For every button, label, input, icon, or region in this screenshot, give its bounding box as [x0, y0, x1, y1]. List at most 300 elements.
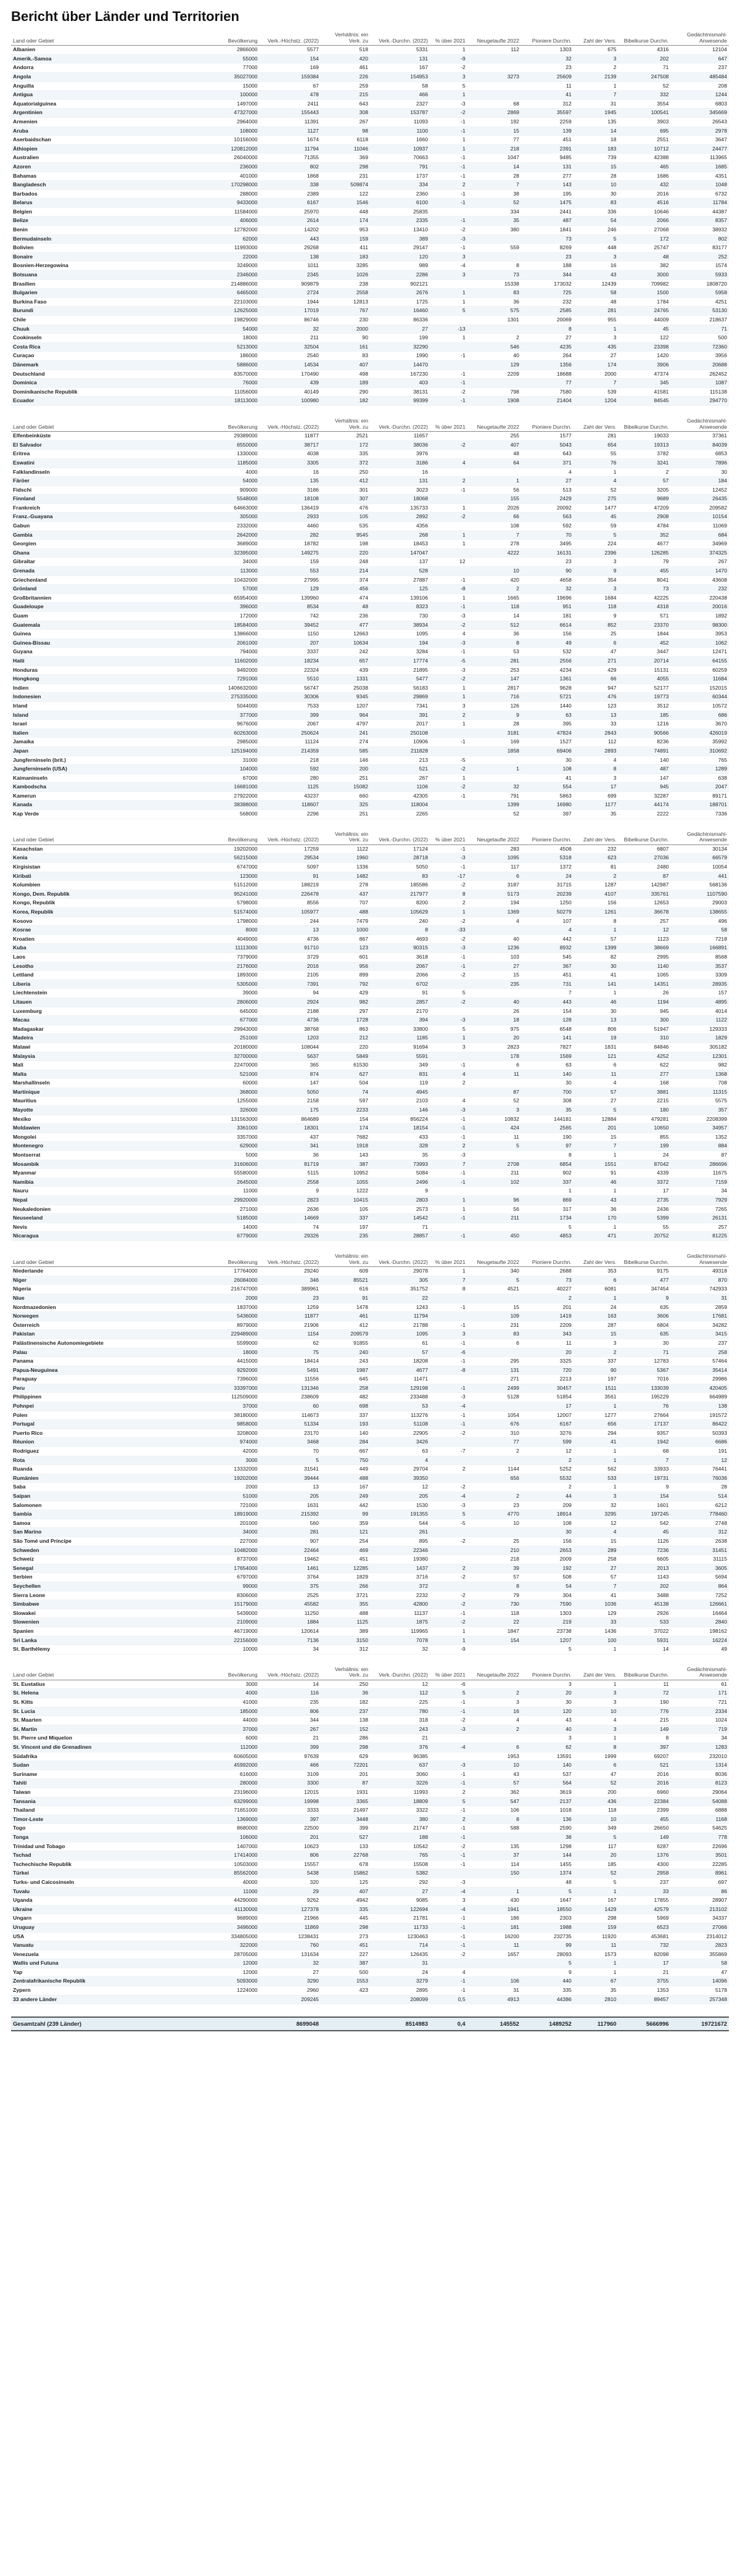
pioneers-cell: 136	[521, 1815, 574, 1824]
memorial-attendance-cell: 2334	[670, 1707, 729, 1716]
column-header-bible-studies: Bibelkurse Durchn.	[619, 832, 671, 845]
population-cell: 38180000	[191, 1411, 260, 1420]
baptized-cell: 27	[467, 962, 521, 971]
memorial-attendance-cell: 7336	[670, 810, 729, 819]
publisher-average-cell: 51108	[370, 1420, 430, 1429]
publisher-average-cell: 2676	[370, 289, 430, 298]
population-cell: 229489000	[191, 1330, 260, 1339]
ratio-cell: 527	[321, 1833, 370, 1842]
country-name-cell: Kenia	[11, 854, 191, 863]
bible-studies-cell: 2016	[619, 1770, 671, 1779]
publisher-average-cell: 191355	[370, 1510, 430, 1519]
publisher-peak-cell: 136419	[260, 503, 321, 513]
percent-increase-cell: -2	[430, 917, 467, 926]
ratio-cell: 660	[321, 791, 370, 801]
population-cell: 2109000	[191, 1618, 260, 1627]
publisher-average-cell: 5050	[370, 863, 430, 872]
table-row	[11, 1384, 729, 1393]
pioneers-cell: 5043	[521, 440, 574, 450]
baptized-cell	[467, 91, 521, 100]
population-cell: 677000	[191, 1016, 260, 1025]
publisher-peak-cell: 3305	[260, 458, 321, 468]
table-row	[11, 1160, 729, 1169]
percent-increase-cell	[430, 1187, 467, 1196]
ratio-cell: 956	[321, 962, 370, 971]
pioneers-cell: 50279	[521, 908, 574, 917]
baptized-cell: 5173	[467, 890, 521, 899]
table-row	[11, 1770, 729, 1779]
publisher-peak-cell: 338	[260, 181, 321, 190]
population-cell: 275335000	[191, 693, 260, 702]
ratio-cell: 437	[321, 890, 370, 899]
publisher-peak-cell: 29534	[260, 854, 321, 863]
population-cell: 909000	[191, 485, 260, 495]
ratio-cell: 241	[321, 729, 370, 738]
table-row	[11, 440, 729, 450]
total-memorial-attendance-cell: 19721672	[670, 2017, 729, 2031]
baptized-cell: 57	[467, 1573, 521, 1582]
pioneers-cell: 21404	[521, 397, 574, 406]
publisher-peak-cell: 244	[260, 917, 321, 926]
publisher-average-cell: 125	[370, 585, 430, 594]
population-cell: 33397000	[191, 1384, 260, 1393]
publisher-peak-cell: 806	[260, 1851, 321, 1860]
percent-increase-cell: 8	[430, 1285, 467, 1294]
congregations-cell: 45	[574, 513, 619, 522]
publisher-average-cell: 17774	[370, 656, 430, 666]
congregations-cell: 1	[574, 81, 619, 91]
memorial-attendance-cell: 58	[670, 926, 729, 935]
publisher-peak-cell: 100980	[260, 397, 321, 406]
percent-increase-cell: -1	[430, 1178, 467, 1187]
baptized-cell: 798	[467, 387, 521, 397]
table-row	[11, 1357, 729, 1366]
bible-studies-cell: 277	[619, 1070, 671, 1079]
population-cell: 27922000	[191, 791, 260, 801]
population-cell: 108000	[191, 126, 260, 136]
bible-studies-cell: 15131	[619, 666, 671, 675]
congregations-cell: 2893	[574, 746, 619, 756]
country-name-cell: Seychellen	[11, 1582, 191, 1591]
congregations-cell: 1	[574, 1734, 619, 1743]
table-row	[11, 1941, 729, 1951]
pioneers-cell: 30	[521, 756, 574, 765]
memorial-attendance-cell: 568136	[670, 881, 729, 890]
publisher-average-cell: 11657	[370, 432, 430, 441]
publisher-average-cell: 372	[370, 1582, 430, 1591]
table-row	[11, 91, 729, 100]
memorial-attendance-cell: 198162	[670, 1627, 729, 1636]
population-cell: 13866000	[191, 630, 260, 639]
memorial-attendance-cell: 34	[670, 1187, 729, 1196]
pioneers-cell: 70	[521, 530, 574, 540]
bible-studies-cell: 17	[619, 1959, 671, 1968]
baptized-cell: 96	[467, 1196, 521, 1205]
congregations-cell: 47	[574, 1770, 619, 1779]
pioneers-cell: 2	[521, 1456, 574, 1465]
country-name-cell: Venezuela	[11, 1950, 191, 1959]
publisher-peak-cell: 806	[260, 1707, 321, 1716]
table-row	[11, 1366, 729, 1375]
publisher-average-cell: 10937	[370, 144, 430, 154]
pioneers-cell: 308	[521, 1097, 574, 1106]
memorial-attendance-cell: 1122	[670, 1016, 729, 1025]
percent-increase-cell: 2	[430, 181, 467, 190]
memorial-attendance-cell: 686	[670, 711, 729, 720]
pioneers-cell: 12	[521, 1447, 574, 1456]
congregations-cell: 3	[574, 1689, 619, 1698]
table-row	[11, 1169, 729, 1178]
country-name-cell: Argentinien	[11, 109, 191, 118]
memorial-attendance-cell: 53130	[670, 307, 729, 316]
memorial-attendance-cell: 138655	[670, 908, 729, 917]
table-row	[11, 1070, 729, 1079]
baptized-cell: 36	[467, 297, 521, 307]
bible-studies-cell: 300	[619, 1016, 671, 1025]
congregations-cell: 1399	[574, 944, 619, 953]
memorial-attendance-cell: 2638	[670, 1537, 729, 1546]
congregations-cell: 33	[574, 720, 619, 729]
ratio-cell: 174	[321, 1124, 370, 1133]
memorial-attendance-cell: 1314	[670, 1761, 729, 1770]
memorial-attendance-cell: 294770	[670, 397, 729, 406]
publisher-peak-cell: 250624	[260, 729, 321, 738]
population-cell: 18919000	[191, 1510, 260, 1519]
population-cell: 51000	[191, 1492, 260, 1501]
percent-increase-cell	[430, 1582, 467, 1591]
bible-studies-cell: 1376	[619, 1851, 671, 1860]
congregations-cell: 289	[574, 1546, 619, 1555]
percent-increase-cell: 1	[430, 693, 467, 702]
report-table	[11, 418, 729, 819]
country-name-cell: Montserrat	[11, 1151, 191, 1160]
memorial-attendance-cell: 1087	[670, 379, 729, 388]
population-cell: 10000	[191, 1645, 260, 1654]
baptized-cell: 118	[467, 1609, 521, 1618]
bible-studies-cell: 453681	[619, 1932, 671, 1941]
ratio-cell: 2000	[321, 324, 370, 334]
ratio-cell: 461	[321, 64, 370, 73]
column-header-country-name: Land oder Gebiet	[11, 1667, 191, 1680]
pioneers-cell: 1419	[521, 1312, 574, 1321]
congregations-cell: 1573	[574, 1950, 619, 1959]
percent-increase-cell: 3	[430, 271, 467, 280]
baptized-cell	[467, 379, 521, 388]
bible-studies-cell: 19731	[619, 1474, 671, 1483]
publisher-peak-cell: 2411	[260, 99, 321, 109]
publisher-average-cell: 989	[370, 262, 430, 271]
ratio-cell: 488	[321, 1474, 370, 1483]
ratio-cell: 197	[321, 1223, 370, 1232]
country-name-cell: St. Barthélemy	[11, 1645, 191, 1654]
memorial-attendance-cell: 5694	[670, 1573, 729, 1582]
baptized-cell: 210	[467, 1546, 521, 1555]
baptized-cell	[467, 1968, 521, 1977]
baptized-cell: 109	[467, 1312, 521, 1321]
population-cell: 11113000	[191, 944, 260, 953]
publisher-average-cell: 11471	[370, 1375, 430, 1384]
publisher-peak-cell: 2389	[260, 189, 321, 199]
ratio-cell: 451	[321, 1941, 370, 1951]
population-cell: 60263000	[191, 729, 260, 738]
publisher-peak-cell: 592	[260, 765, 321, 774]
ratio-cell: 230	[321, 316, 370, 325]
population-cell: 22000	[191, 252, 260, 262]
baptized-cell	[467, 926, 521, 935]
memorial-attendance-cell: 218637	[670, 316, 729, 325]
table-row	[11, 513, 729, 522]
publisher-average-cell: 29147	[370, 244, 430, 253]
percent-increase-cell: -2	[430, 1950, 467, 1959]
header-row	[11, 32, 729, 46]
congregations-cell: 1	[574, 1456, 619, 1465]
percent-increase-cell: -6	[430, 1348, 467, 1357]
country-name-cell: Chile	[11, 316, 191, 325]
pioneers-cell: 317	[521, 1205, 574, 1214]
memorial-attendance-cell: 1808720	[670, 279, 729, 289]
population-cell: 5305000	[191, 980, 260, 989]
publisher-peak-cell: 478	[260, 91, 321, 100]
population-cell: 125194000	[191, 746, 260, 756]
publisher-peak-cell: 3186	[260, 485, 321, 495]
population-cell: 185000	[191, 1707, 260, 1716]
table-row	[11, 81, 729, 91]
table-row	[11, 648, 729, 657]
pioneers-cell: 32	[521, 585, 574, 594]
publisher-average-cell: 91	[370, 989, 430, 998]
congregations-cell: 76	[574, 458, 619, 468]
baptized-cell: 295	[467, 1357, 521, 1366]
country-name-cell: Timor-Leste	[11, 1815, 191, 1824]
publisher-peak-cell: 1884	[260, 1618, 321, 1627]
ratio-cell: 61530	[321, 1061, 370, 1070]
publisher-average-cell: 21747	[370, 1824, 430, 1833]
population-cell: 35027000	[191, 72, 260, 81]
bible-studies-cell: 87042	[619, 1160, 671, 1169]
congregations-cell: 123	[574, 701, 619, 711]
publisher-peak-cell: 2345	[260, 271, 321, 280]
percent-increase-cell: 1	[430, 1636, 467, 1645]
country-name-cell: Dominikanische Republik	[11, 387, 191, 397]
memorial-attendance-cell: 138	[670, 1402, 729, 1411]
pioneers-cell: 395	[521, 720, 574, 729]
country-name-cell: Liberia	[11, 980, 191, 989]
table-row	[11, 1447, 729, 1456]
table-row	[11, 1456, 729, 1465]
publisher-peak-cell: 21966	[260, 1914, 321, 1923]
ratio-cell: 231	[321, 171, 370, 181]
publisher-average-cell: 3716	[370, 1573, 430, 1582]
baptized-cell	[467, 1734, 521, 1743]
congregations-cell: 12884	[574, 1115, 619, 1124]
baptized-cell: 362	[467, 1788, 521, 1798]
publisher-peak-cell: 3729	[260, 952, 321, 962]
pioneers-cell: 173032	[521, 279, 574, 289]
country-name-cell: Turks- und Caicosinseln	[11, 1878, 191, 1887]
congregations-cell: 13	[574, 1016, 619, 1025]
bible-studies-cell: 149	[619, 1833, 671, 1842]
pioneers-cell: 367	[521, 962, 574, 971]
percent-increase-cell: -1	[430, 1609, 467, 1618]
pioneers-cell: 209	[521, 1501, 574, 1510]
memorial-attendance-cell: 664989	[670, 1393, 729, 1402]
population-cell: 71651000	[191, 1806, 260, 1815]
publisher-peak-cell: 466	[260, 1761, 321, 1770]
publisher-peak-cell: 207	[260, 638, 321, 648]
pioneers-cell: 7827	[521, 1042, 574, 1052]
population-cell: 85562000	[191, 1869, 260, 1878]
memorial-attendance-cell: 83177	[670, 244, 729, 253]
publisher-peak-cell: 2558	[260, 1178, 321, 1187]
publisher-average-cell: 225	[370, 1698, 430, 1707]
publisher-peak-cell: 11794	[260, 144, 321, 154]
congregations-cell: 81	[574, 863, 619, 872]
table-row	[11, 638, 729, 648]
ratio-cell: 420	[321, 54, 370, 64]
pioneers-cell: 232	[521, 297, 574, 307]
memorial-attendance-cell: 49318	[670, 1267, 729, 1276]
pioneers-cell: 28093	[521, 1950, 574, 1959]
table-row	[11, 1375, 729, 1384]
publisher-average-cell: 118004	[370, 801, 430, 810]
publisher-average-cell: 318	[370, 1716, 430, 1725]
baptized-cell: 420	[467, 576, 521, 585]
congregations-cell: 1	[574, 468, 619, 477]
publisher-peak-cell: 5637	[260, 1052, 321, 1061]
percent-increase-cell	[430, 279, 467, 289]
bible-studies-cell: 172	[619, 234, 671, 244]
congregations-cell: 82	[574, 952, 619, 962]
baptized-cell: 2	[467, 1492, 521, 1501]
pioneers-cell: 219	[521, 1618, 574, 1627]
baptized-cell	[467, 1483, 521, 1492]
ratio-cell: 15082	[321, 783, 370, 792]
publisher-peak-cell: 874	[260, 1070, 321, 1079]
percent-increase-cell: -3	[430, 99, 467, 109]
ratio-cell: 667	[321, 1447, 370, 1456]
percent-increase-cell: -33	[430, 926, 467, 935]
memorial-attendance-cell: 20688	[670, 360, 729, 369]
congregations-cell: 3	[574, 252, 619, 262]
memorial-attendance-cell: 7218	[670, 935, 729, 944]
publisher-peak-cell: 3290	[260, 1977, 321, 1986]
congregations-cell: 7	[574, 1582, 619, 1591]
population-cell: 22156000	[191, 1636, 260, 1645]
table-row	[11, 980, 729, 989]
pioneers-cell: 1841	[521, 226, 574, 235]
table-row	[11, 387, 729, 397]
percent-increase-cell: -1	[430, 738, 467, 747]
memorial-attendance-cell: 34969	[670, 540, 729, 549]
ratio-cell: 399	[321, 1824, 370, 1833]
table-row	[11, 567, 729, 576]
baptized-cell: 56	[467, 485, 521, 495]
country-name-cell: Dänemark	[11, 360, 191, 369]
ratio-cell: 518	[321, 46, 370, 55]
population-cell: 9689000	[191, 1914, 260, 1923]
publisher-peak-cell: 1125	[260, 783, 321, 792]
ratio-cell: 74	[321, 1088, 370, 1097]
baptized-cell: 235	[467, 980, 521, 989]
ratio-cell: 616	[321, 1285, 370, 1294]
column-header-population: Bevölkerung	[191, 1667, 260, 1680]
baptized-cell: 5128	[467, 1393, 521, 1402]
baptized-cell: 6	[467, 1061, 521, 1070]
bible-studies-cell: 17137	[619, 1420, 671, 1429]
population-cell: 11000	[191, 1187, 260, 1196]
bible-studies-cell: 215	[619, 1716, 671, 1725]
bible-studies-cell: 44009	[619, 316, 671, 325]
congregations-cell: 118	[574, 1806, 619, 1815]
memorial-attendance-cell: 1352	[670, 1133, 729, 1142]
congregations-cell: 12439	[574, 279, 619, 289]
baptized-cell: 283	[467, 844, 521, 854]
congregations-cell: 1	[574, 989, 619, 998]
bible-studies-cell: 8	[619, 1734, 671, 1743]
memorial-attendance-cell: 884	[670, 1142, 729, 1151]
percent-increase-cell: 1	[430, 908, 467, 917]
ratio-cell: 72201	[321, 1761, 370, 1770]
country-name-cell: Anguilla	[11, 81, 191, 91]
column-header-baptized: Neugetaufte 2022	[467, 32, 521, 46]
pioneers-cell: 18550	[521, 1905, 574, 1914]
percent-increase-cell: 2	[430, 1142, 467, 1151]
pioneers-cell: 41	[521, 774, 574, 783]
report-section	[11, 32, 729, 406]
country-name-cell: Kiribati	[11, 872, 191, 881]
publisher-average-cell: 194	[370, 638, 430, 648]
memorial-attendance-cell: 5958	[670, 289, 729, 298]
bible-studies-cell: 27068	[619, 226, 671, 235]
baptized-cell	[467, 989, 521, 998]
country-name-cell: Myanmar	[11, 1169, 191, 1178]
publisher-peak-cell: 31541	[260, 1465, 321, 1474]
publisher-average-cell: 63	[370, 1447, 430, 1456]
publisher-average-cell: 29869	[370, 693, 430, 702]
pioneers-cell: 487	[521, 217, 574, 226]
percent-increase-cell: -2	[430, 1429, 467, 1438]
publisher-average-cell: 58	[370, 81, 430, 91]
publisher-peak-cell: 2067	[260, 720, 321, 729]
memorial-attendance-cell: 129333	[670, 1025, 729, 1034]
pioneers-cell: 1647	[521, 1896, 574, 1905]
memorial-attendance-cell: 647	[670, 54, 729, 64]
ratio-cell: 251	[321, 810, 370, 819]
memorial-attendance-cell: 28	[670, 1483, 729, 1492]
baptized-cell: 3	[467, 1698, 521, 1707]
population-cell: 10432000	[191, 576, 260, 585]
memorial-attendance-cell: 8036	[670, 1770, 729, 1779]
pioneers-cell: 1734	[521, 1214, 574, 1223]
population-cell: 3249000	[191, 262, 260, 271]
ratio-cell: 21497	[321, 1806, 370, 1815]
publisher-average-cell: 29078	[370, 1267, 430, 1276]
memorial-attendance-cell: 312	[670, 1528, 729, 1537]
congregations-cell: 48	[574, 297, 619, 307]
bible-studies-cell: 45	[619, 324, 671, 334]
congregations-cell: 349	[574, 1824, 619, 1833]
memorial-attendance-cell: 3647	[670, 136, 729, 145]
memorial-attendance-cell: 719	[670, 1725, 729, 1734]
population-cell: 11056000	[191, 387, 260, 397]
country-name-cell: Kongo, Dem. Republik	[11, 890, 191, 899]
column-header-population: Bevölkerung	[191, 832, 260, 845]
publisher-peak-cell: 5438	[260, 1869, 321, 1878]
percent-increase-cell: 4	[430, 1070, 467, 1079]
memorial-attendance-cell: 8357	[670, 217, 729, 226]
baptized-cell: 11	[467, 1941, 521, 1951]
country-name-cell: Gambia	[11, 530, 191, 540]
